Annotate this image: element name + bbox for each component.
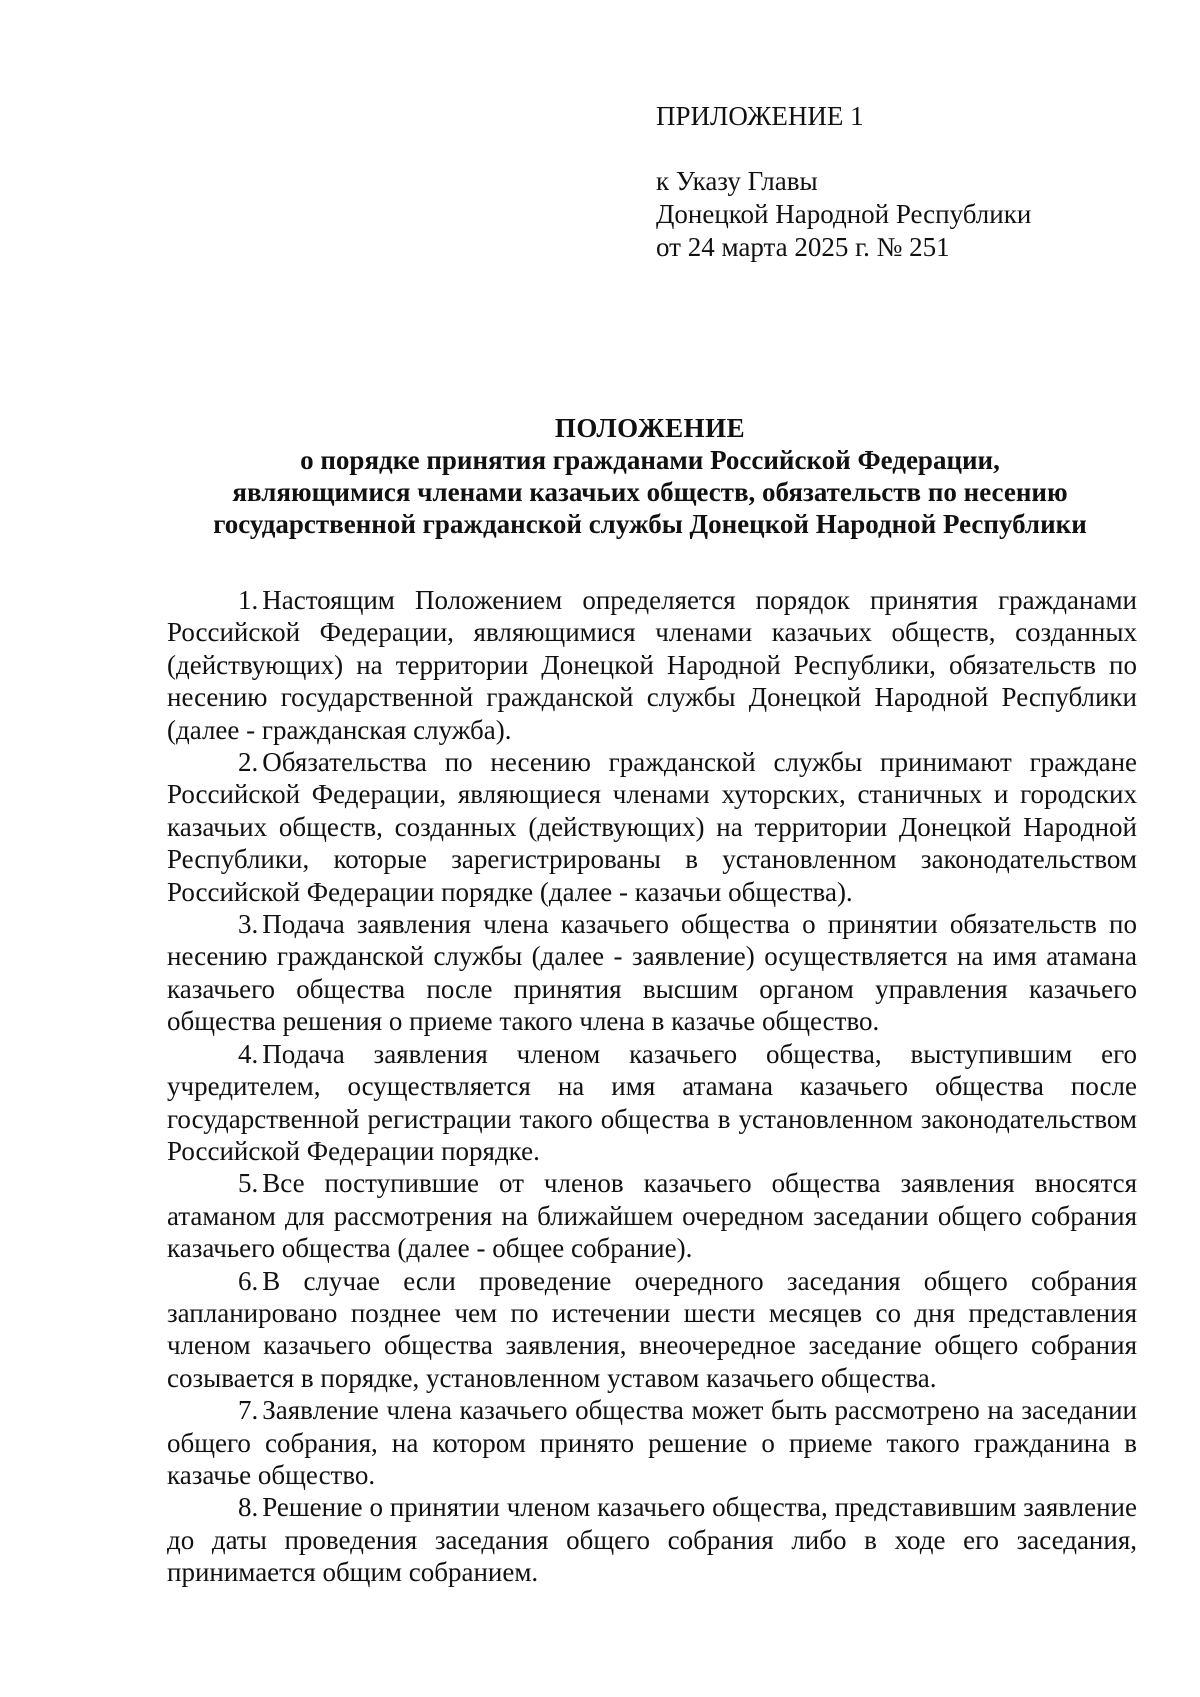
document-body [167, 584, 1137, 1589]
paragraph-text: В случае если проведение очередного заседания общего собрания запланировано позднее чем по истечении шести месяцев со дня представления членом казачьего общества заявления, внеочередное заседание общего собрания созывается в порядке, установленном уставом казачьего общества. [167, 1265, 1137, 1393]
paragraph-1 [167, 584, 1137, 746]
paragraph-text: Обязательства по несению гражданской службы принимают граждане Российской Федерации, являющиеся членами хуторских, станичных и городских казачьих обществ, созданных (действующих) на территории Донецкой Народной Республики, которые зарегистрированы в установленном законодательством Российской Федерации порядке (далее - казачьи общества). [167, 747, 1137, 907]
paragraph-6 [167, 1265, 1137, 1395]
paragraph-7 [167, 1394, 1137, 1491]
document-subtitle-line: о порядке принятия гражданами Российской Федерации, [300, 445, 1000, 475]
appendix-block [656, 100, 1126, 264]
paragraph-2 [167, 746, 1137, 908]
document-title: ПОЛОЖЕНИЕ [554, 413, 746, 443]
paragraph-number: 2. [238, 747, 259, 778]
paragraph-number: 5. [238, 1168, 259, 1199]
paragraph-3 [167, 908, 1137, 1038]
paragraph-number: 1. [238, 585, 259, 615]
paragraph-text: Подача заявления членом казачьего общества, выступившим его учредителем, осуществляется на имя атамана казачьего общества после государственной регистрации такого общества в установленном законодательством Российской Федерации порядке. [167, 1038, 1137, 1166]
document-subtitle-line: государственной гражданской службы Донецкой Народной Республики [213, 509, 1087, 539]
paragraph-text: Настоящим Положением определяется порядок принятия гражданами Российской Федерации, являющимися членами казачьих обществ, созданных (действующих) на территории Донецкой Народной Республики, обязательств по несению государственной гражданской службы Донецкой Народной Республики (далее - гражданская служба). [167, 585, 1137, 745]
paragraph-5 [167, 1167, 1137, 1264]
paragraph-text: Заявление члена казачьего общества может быть рассмотрено на заседании общего собрания, на котором принято решение о приеме такого гражданина в казачье общество. [167, 1395, 1137, 1490]
appendix-line: к Указу Главы [656, 166, 818, 196]
paragraph-text: Подача заявления члена казачьего общества о принятии обязательств по несению гражданской службы (далее - заявление) осуществляется на имя атамана казачьего общества после принятия высшим органом управления казачьего общества решения о приеме такого члена в казачье общество. [167, 909, 1137, 1037]
paragraph-number: 4. [238, 1038, 259, 1069]
paragraph-number: 3. [238, 909, 259, 940]
paragraph-4 [167, 1038, 1137, 1168]
document-heading [160, 412, 1140, 540]
appendix-title: ПРИЛОЖЕНИЕ 1 [656, 101, 864, 131]
paragraph-number: 6. [238, 1265, 259, 1296]
appendix-line: Донецкой Народной Республики [656, 199, 1032, 229]
paragraph-8 [167, 1491, 1137, 1588]
paragraph-text: Решение о принятии членом казачьего общества, представившим заявление до даты проведения заседания общего собрания либо в ходе его заседания, принимается общим собранием. [167, 1492, 1137, 1588]
paragraph-number: 8. [238, 1492, 259, 1523]
document-subtitle-line: являющимися членами казачьих обществ, обязательств по несению [232, 477, 1068, 507]
paragraph-text: Все поступившие от членов казачьего общества заявления вносятся атаманом для рассмотрения на ближайшем очередном заседании общего собрания казачьего общества (далее - общее собрание). [167, 1168, 1137, 1264]
appendix-line: от 24 марта 2025 г. № 251 [656, 232, 950, 262]
paragraph-number: 7. [238, 1395, 259, 1426]
